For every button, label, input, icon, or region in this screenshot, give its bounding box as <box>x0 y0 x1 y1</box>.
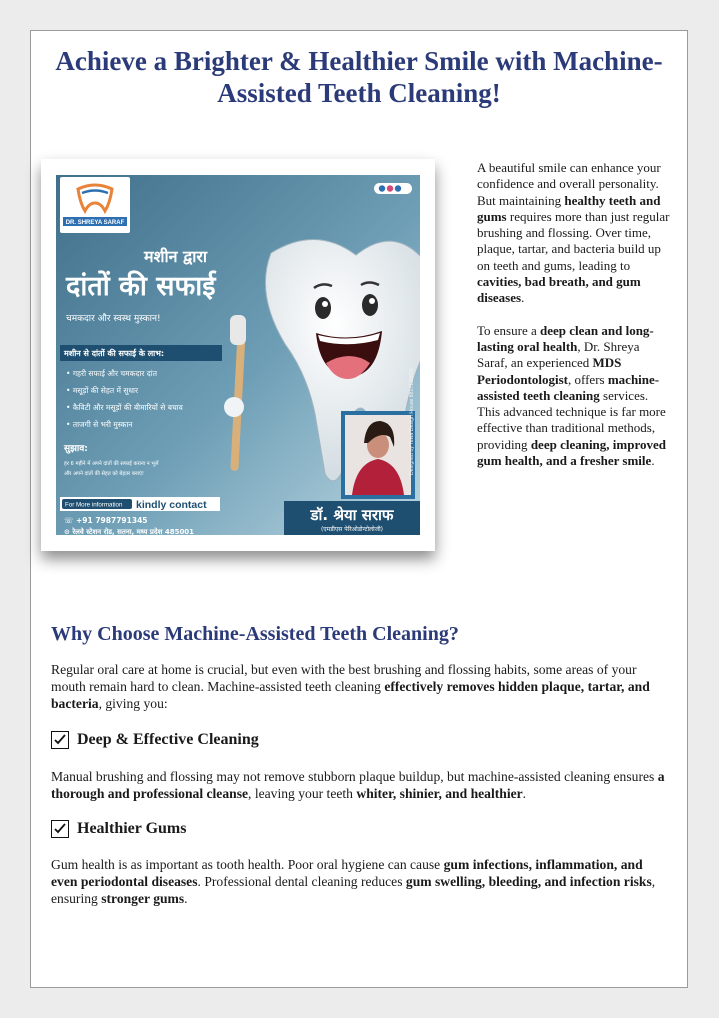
design-credit: Designed by Tewa Design House 8817128606 <box>409 368 415 475</box>
tip-title: सुझाव: <box>64 444 88 454</box>
poster-image <box>41 159 435 551</box>
more-info-label: For More information <box>65 501 123 509</box>
benefit-paragraph: Manual brushing and flossing may not remove stubborn plaque buildup, but machine-assisted cleaning ensures a thorough and professional cleanse, leaving your teeth whiter, shinier, and healthier. <box>51 769 665 801</box>
section-heading: Why Choose Machine-Assisted Teeth Cleaning? <box>51 623 459 645</box>
intro-paragraph: To ensure a deep clean and long-lasting oral health, Dr. Shreya Saraf, an experienced MDS Periodontologist, offers machine-assisted teeth cleaning services. This advanced technique is far more effective than traditional methods, providing deep cleaning, improved gum health, and a fresher smile. <box>477 322 666 469</box>
poster-headline-small: मशीन द्वारा <box>144 247 208 266</box>
benefit-heading-text: Deep & Effective Cleaning <box>77 731 259 748</box>
benefit-heading <box>51 820 186 838</box>
kindly-contact-label: kindly contact <box>136 499 207 511</box>
benefit-item: • मसूड़ों की सेहत में सुधार <box>66 386 139 395</box>
intro-text <box>477 160 673 485</box>
benefits-title: मशीन से दांतों की सफाई के लाभ: <box>64 349 165 358</box>
doctor-name: डॉ. श्रेया सराफ <box>310 506 394 524</box>
page-title: Achieve a Brighter & Healthier Smile with Machine-Assisted Teeth Cleaning! <box>55 46 663 108</box>
document-page <box>30 30 688 988</box>
checkbox-icon <box>51 820 69 838</box>
tip-line: और अपने दांतों की सेहत को बेहतर बनाएं! <box>64 471 144 477</box>
benefit-item: • कैविटी और मसूड़ों की बीमारियों से बचाव <box>66 403 183 412</box>
benefit-item: • गहरी सफाई और चमकदार दांत <box>66 369 157 378</box>
section-paragraph: Regular oral care at home is crucial, but even with the best brushing and flossing habits, some areas of your mouth remain hard to clean. Machine-assisted teeth cleaning effectively removes hidden plaque, tartar, and bacteria, giving you: <box>51 662 650 711</box>
poster-tagline: चमकदार और स्वस्थ मुस्कान! <box>66 314 161 324</box>
poster-headline-big: दांतों की सफाई <box>66 271 216 302</box>
doctor-degree: (एमडीएस पेरिओडोन्टोलोजी) <box>320 526 384 533</box>
benefit-heading-text: Healthier Gums <box>77 820 187 837</box>
poster-graphic <box>56 175 420 535</box>
checkbox-icon <box>51 731 69 749</box>
phone-number: ☏ +91 7987791345 <box>64 516 148 525</box>
intro-paragraph: A beautiful smile can enhance your confidence and overall personality. But maintaining healthy teeth and gums requires more than just regular brushing and flossing. Over time, plaque, tartar, and bacteria build up on teeth and gums, leading to cavities, bad breath, and gum diseases. <box>477 160 670 306</box>
benefit-paragraph: Gum health is as important as tooth health. Poor oral hygiene can cause gum infections, inflammation, and even periodontal diseases. Professional dental cleaning reduces gum swelling, bleeding, and infection risks, ensuring stronger gums. <box>51 857 656 906</box>
tip-line: हर 6 महीने में अपने दांतों की सफाई कराना न भूलें <box>64 461 159 467</box>
benefit-item: • ताजगी से भरी मुस्कान <box>66 420 133 429</box>
benefit-heading <box>51 731 259 749</box>
clinic-address: ⊙ रेलवे स्टेशन रोड, सतना, मध्य प्रदेश 485001 <box>64 528 195 535</box>
logo-text: DR. SHREYA SARAF <box>65 220 125 226</box>
